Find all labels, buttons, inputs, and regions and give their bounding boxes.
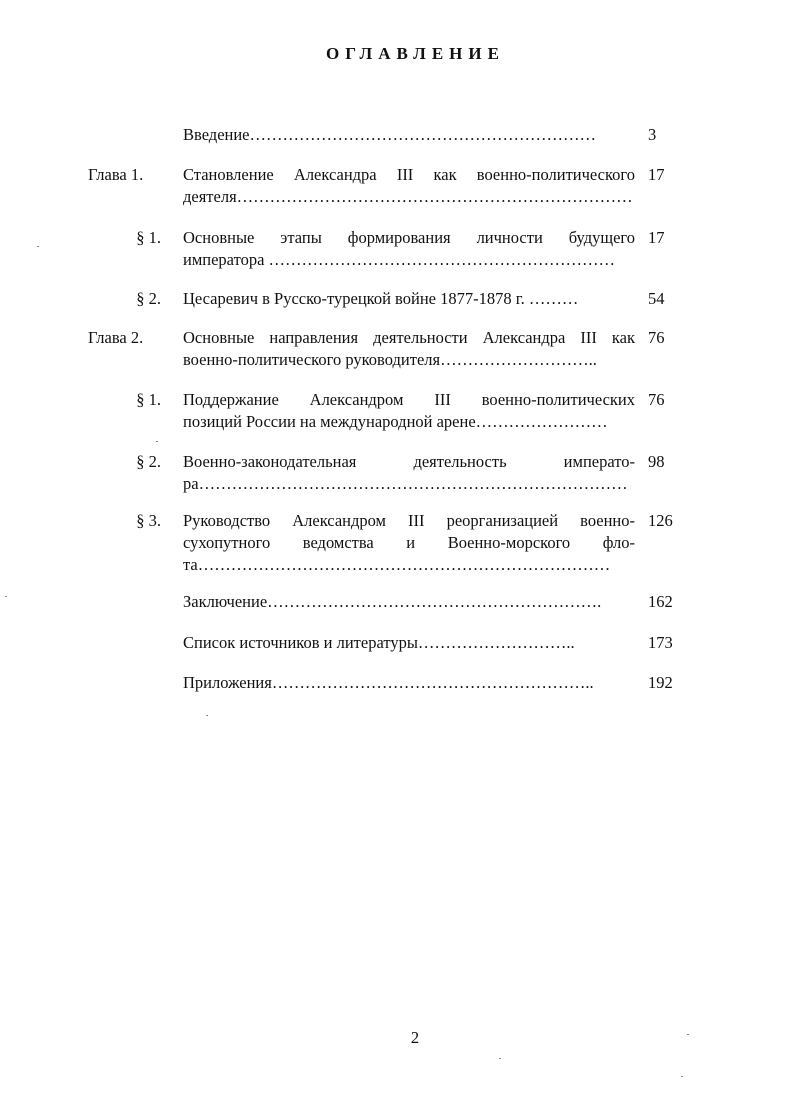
toc-entry-page: 76	[648, 328, 665, 347]
toc-entry-label: Глава 1.	[88, 165, 144, 184]
scan-speck	[37, 246, 39, 247]
toc-entry-title-line: Цесаревич в Русско-турецкой войне 1877-1878 г. ………	[183, 289, 579, 308]
toc-entry-label: Глава 2.	[88, 328, 144, 347]
toc-entry-title-line: ра……………………………………………………………………	[183, 474, 628, 493]
scan-speck	[206, 715, 208, 716]
toc-entry-label: § 2.	[136, 289, 161, 308]
toc-entry-page: 173	[648, 633, 673, 652]
toc-entry-title-line: Становление Александра III как военно-политического	[183, 165, 635, 184]
toc-entry-title	[183, 672, 635, 694]
toc-entry-page: 98	[648, 452, 665, 471]
toc-entry-label: § 1.	[136, 390, 161, 409]
toc-entry-title-line: позиций России на международной арене……………………	[183, 412, 608, 431]
toc-entry-page: 3	[648, 125, 657, 144]
toc-entry-title	[183, 389, 635, 433]
toc-entry-title-line: Введение………………………………………………………	[183, 125, 597, 144]
toc-entry-title-line: Руководство Александром III реорганизацией военно-	[183, 511, 635, 530]
toc-entry-label: § 1.	[136, 228, 161, 247]
toc-entry-page: 17	[648, 165, 665, 184]
page-title: ОГЛАВЛЕНИЕ	[326, 44, 505, 63]
toc-entry-title-line: деятеля………………………………………………………………	[183, 187, 633, 206]
toc-entry-title	[183, 288, 635, 310]
toc-entry-title	[183, 451, 635, 495]
page-number: 2	[410, 1028, 420, 1047]
toc-entry-title-line: та…………………………………………………………………	[183, 555, 611, 574]
toc-entry-label: § 2.	[136, 452, 161, 471]
toc-entry-title-line: Список источников и литературы………………………..	[183, 633, 575, 652]
toc-entry-title-line: Приложения…………………………………………………..	[183, 673, 594, 692]
toc-entry-page: 126	[648, 511, 673, 530]
scan-speck	[687, 1034, 689, 1035]
toc-entry-title	[183, 632, 635, 654]
toc-entry-title	[183, 510, 635, 576]
toc-entry-title-line: военно-политического руководителя………………………..	[183, 350, 597, 369]
scan-speck	[156, 441, 158, 442]
scan-speck	[681, 1076, 683, 1077]
toc-entry-page: 76	[648, 390, 665, 409]
scan-speck	[499, 1058, 501, 1059]
toc-entry-title-line: сухопутного ведомства и Военно-морского фло-	[183, 533, 635, 552]
toc-entry-title	[183, 591, 635, 613]
toc-entry-title-line: Основные направления деятельности Александра III как	[183, 328, 635, 347]
toc-entry-page: 192	[648, 673, 673, 692]
toc-entry-title-line: императора ………………………………………………………	[183, 250, 616, 269]
toc-entry-page: 54	[648, 289, 665, 308]
toc-entry-page: 17	[648, 228, 665, 247]
toc-entry-title-line: Военно-законодательная деятельность императо-	[183, 452, 635, 471]
toc-entry-title	[183, 327, 635, 371]
toc-entry-title	[183, 227, 635, 271]
toc-entry-title	[183, 164, 635, 208]
toc-entry-page: 162	[648, 592, 673, 611]
toc-entry-title-line: Поддержание Александром III военно-политических	[183, 390, 635, 409]
toc-entry-title-line: Заключение…………………………………………………….	[183, 592, 602, 611]
toc-entry-title-line: Основные этапы формирования личности будущего	[183, 228, 635, 247]
toc-entry-title	[183, 124, 635, 146]
scan-speck	[5, 596, 7, 597]
toc-entry-label: § 3.	[136, 511, 161, 530]
